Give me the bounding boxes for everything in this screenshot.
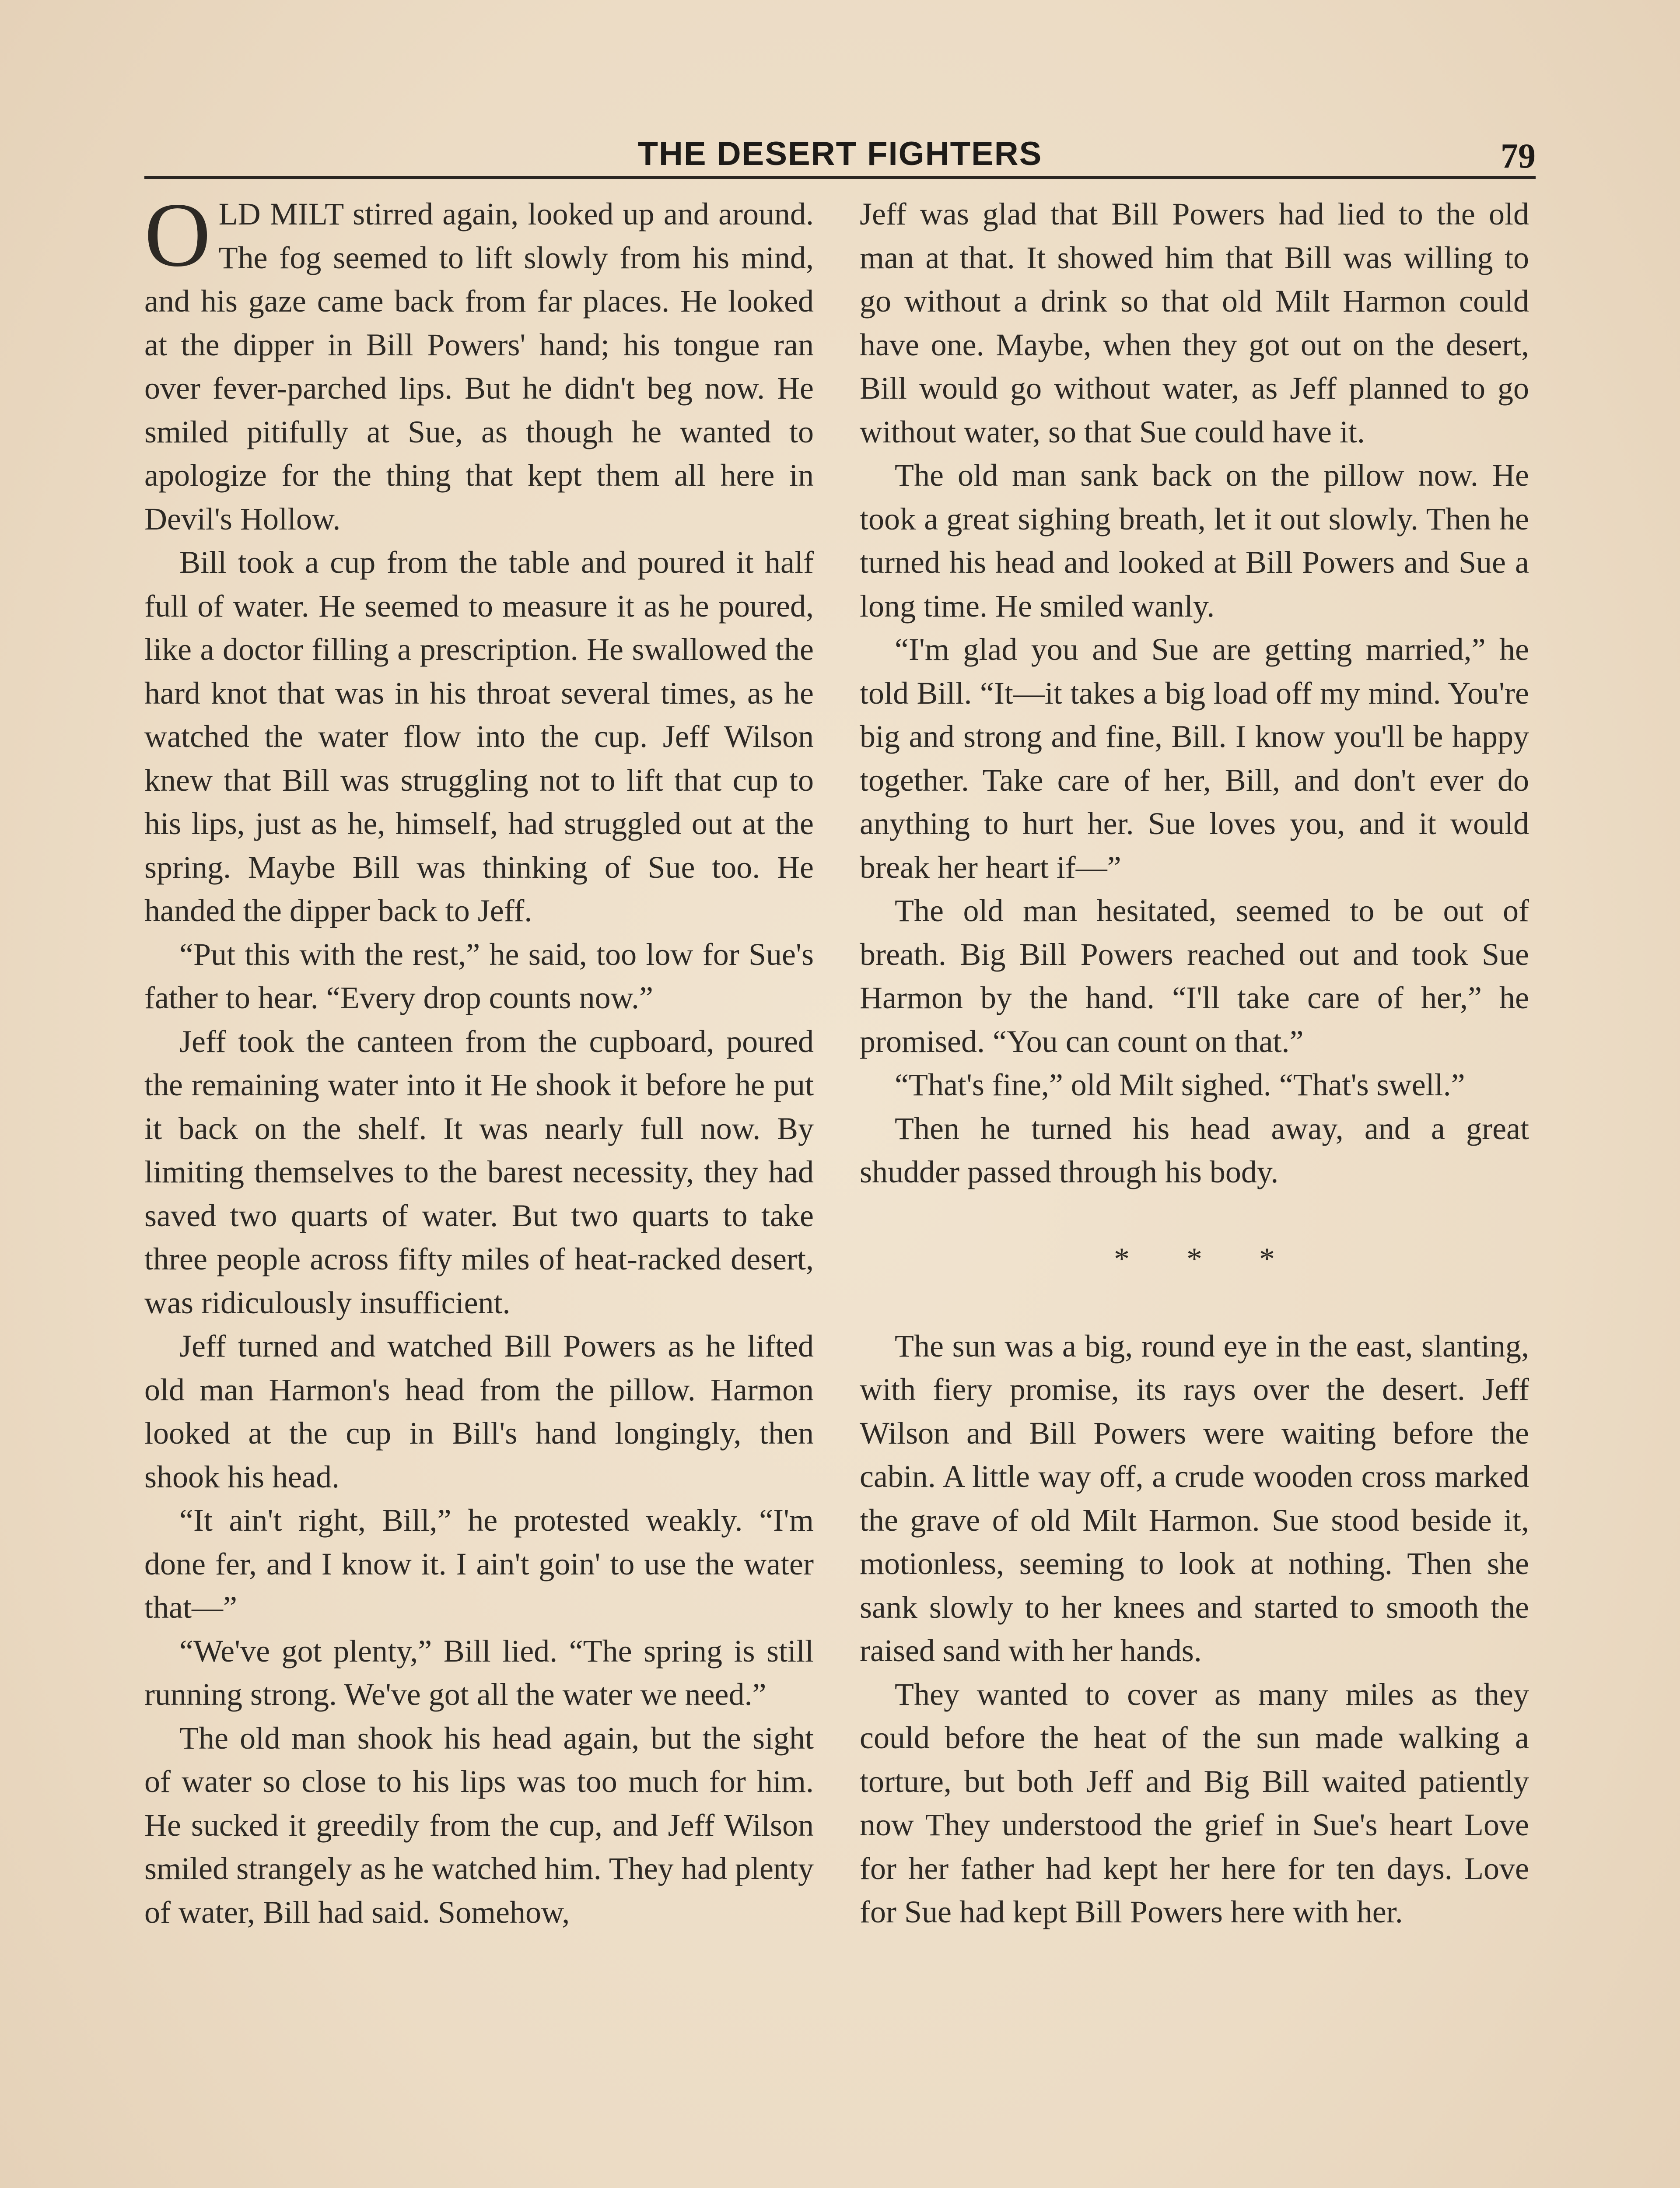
paragraph: Jeff turned and watched Bill Powers as he lifted old man Harmon's head from the pillow. Harmon looked at the cup in Bill's hand longingly, then shook his head.: [144, 1329, 814, 1494]
section-break-star: *: [1259, 1241, 1275, 1276]
paragraph: They wanted to cover as many miles as they could before the heat of the sun made walking a torture, but both Jeff and Big Bill waited patiently now They understood the grief in Sue's heart Love for her father had kept her here for ten days. Love for Sue had kept Bill Powers here with her.: [860, 1676, 1529, 1929]
left-column: [144, 184, 814, 1934]
paragraph: Jeff took the canteen from the cupboard, poured the remaining water into it He shook it before he put it back on the shelf. It was nearly full now. By limiting themselves to the barest necessity, they had saved two quarts of water. But two quarts to take three people across fifty miles of heat-racked desert, was ridiculously insufficient.: [144, 1024, 814, 1320]
paragraph: “We've got plenty,” Bill lied. “The spring is still running strong. We've got all the water we need.”: [144, 1633, 814, 1712]
paragraph: Bill took a cup from the table and poured it half full of water. He seemed to measure it as he poured, like a doctor filling a prescription. He swallowed the hard knot that was in his throat several times, as he watched the water flow into the cup. Jeff Wilson knew that Bill was struggling not to lift that cup to his lips, just as he, himself, had struggled out at the spring. Maybe Bill was thinking of Sue too. He handed the dipper back to Jeff.: [144, 545, 814, 928]
paragraph: “That's fine,” old Milt sighed. “That's swell.”: [895, 1067, 1465, 1102]
opening-paragraph-text: LD MILT stirred again, looked up and around. The fog seemed to lift slowly from his mind, and his gaze came back from far places. He looked at the dipper in Bill Powers' hand; his tongue ran over fever-parched lips. But he didn't beg now. He smiled pitifully at Sue, as though he wanted to apologize for the thing that kept them all here in Devil's Hollow.: [144, 196, 814, 536]
section-break: [860, 1194, 1529, 1325]
paragraph: “Put this with the rest,” he said, too low for Sue's father to hear. “Every drop counts now.”: [144, 936, 814, 1015]
opening-paragraph: [144, 184, 814, 541]
paragraph: “I'm glad you and Sue are getting married,” he told Bill. “It—it takes a big load off my mind. You're big and strong and fine, Bill. I know you'll be happy together. Take care of her, Bill, and don't ever do anything to hurt her. Sue loves you, and it would break her heart if—”: [860, 632, 1529, 885]
running-header: [144, 131, 1536, 179]
section-break-star: *: [1114, 1241, 1130, 1276]
header-rule: [144, 176, 1536, 179]
right-column: [860, 193, 1529, 1934]
section-break-star: *: [1186, 1241, 1202, 1276]
continued-paragraph: Jeff was glad that Bill Powers had lied to the old man at that. It showed him that Bill was willing to go without a drink so that old Milt Harmon could have one. Maybe, when they got out on the desert, Bill would go without water, as Jeff planned to go without water, so that Sue could have it.: [860, 196, 1529, 449]
paragraph: Then he turned his head away, and a great shudder passed through his body.: [860, 1111, 1529, 1189]
paragraph: The sun was a big, round eye in the east, slanting, with fiery promise, its rays over the desert. Jeff Wilson and Bill Powers were waiting before the cabin. A little way off, a crude wooden cross marked the grave of old Milt Harmon. Sue stood beside it, motionless, seeming to look at nothing. Then she sank slowly to her knees and started to smooth the raised sand with her hands.: [860, 1328, 1529, 1668]
paragraph: “It ain't right, Bill,” he protested weakly. “I'm done fer, and I know it. I ain't goin' to use the water that—”: [144, 1503, 814, 1625]
story-title: THE DESERT FIGHTERS: [637, 135, 1043, 172]
page-number: 79: [1501, 137, 1536, 175]
paragraph: The old man shook his head again, but the sight of water so close to his lips was too much for him. He sucked it greedily from the cup, and Jeff Wilson smiled strangely as he watched him. They had plenty of water, Bill had said. Somehow,: [144, 1720, 814, 1930]
paragraph: The old man hesitated, seemed to be out of breath. Big Bill Powers reached out and took Sue Harmon by the hand. “I'll take care of her,” he promised. “You can count on that.”: [860, 893, 1529, 1059]
drop-cap: O: [144, 184, 211, 286]
paragraph: The old man sank back on the pillow now. He took a great sighing breath, let it out slowly. Then he turned his head and looked at Bill Powers and Sue a long time. He smiled wanly.: [860, 458, 1529, 624]
